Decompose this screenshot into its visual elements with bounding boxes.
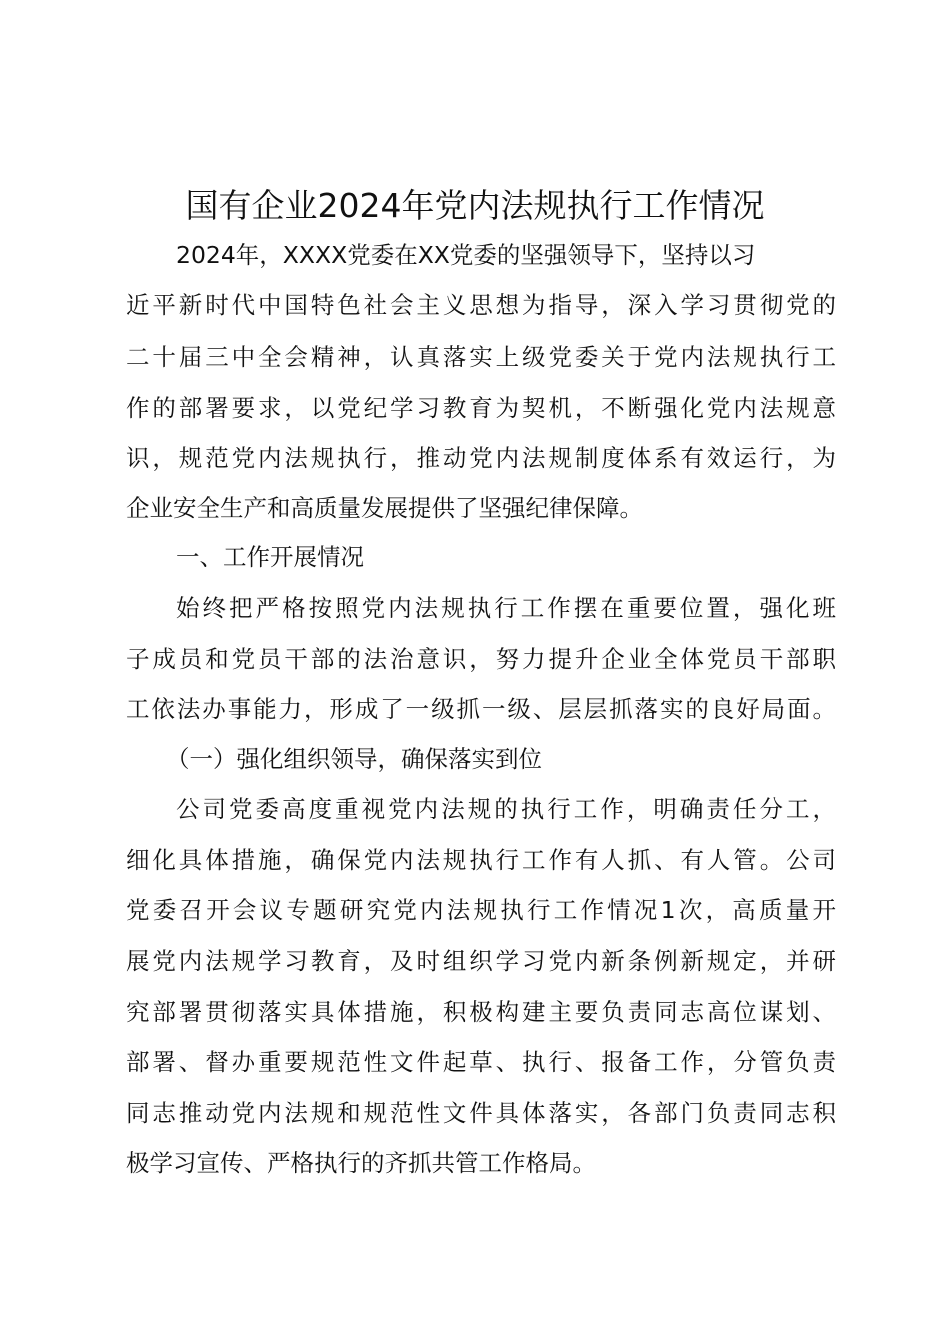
paragraph-line: 展党内法规学习教育，及时组织学习党内新条例新规定，并研	[126, 947, 836, 975]
paragraph-line: 究部署贯彻落实具体措施，积极构建主要负责同志高位谋划、	[126, 998, 836, 1026]
paragraph-line: 始终把严格按照党内法规执行工作摆在重要位置，强化班	[176, 594, 836, 622]
document-title: 国有企业2024年党内法规执行工作情况	[185, 186, 765, 225]
paragraph-line: 二十届三中全会精神，认真落实上级党委关于党内法规执行工	[126, 343, 836, 371]
subsection-heading: （一）强化组织领导，确保落实到位	[166, 745, 542, 773]
paragraph-line: 作的部署要求，以党纪学习教育为契机，不断强化党内法规意	[126, 394, 836, 422]
paragraph-line: 细化具体措施，确保党内法规执行工作有人抓、有人管。公司	[126, 846, 836, 874]
paragraph-line: 部署、督办重要规范性文件起草、执行、报备工作，分管负责	[126, 1048, 836, 1076]
paragraph-line: 2024年，XXXX党委在XX党委的坚强领导下，坚持以习	[176, 241, 756, 269]
paragraph-line: 同志推动党内法规和规范性文件具体落实，各部门负责同志积	[126, 1099, 836, 1127]
paragraph-line: 企业安全生产和高质量发展提供了坚强纪律保障。	[126, 494, 643, 522]
paragraph-line: 党委召开会议专题研究党内法规执行工作情况1次，高质量开	[126, 896, 836, 924]
paragraph-line: 子成员和党员干部的法治意识，努力提升企业全体党员干部职	[126, 645, 836, 673]
paragraph-line: 极学习宣传、严格执行的齐抓共管工作格局。	[126, 1149, 596, 1177]
paragraph-line: 工依法办事能力，形成了一级抓一级、层层抓落实的良好局面。	[126, 695, 836, 723]
paragraph-line: 近平新时代中国特色社会主义思想为指导，深入学习贯彻党的	[126, 291, 836, 319]
paragraph-line: 公司党委高度重视党内法规的执行工作，明确责任分工，	[176, 795, 836, 823]
paragraph-line: 识，规范党内法规执行，推动党内法规制度体系有效运行，为	[126, 444, 836, 472]
section-heading: 一、工作开展情况	[176, 543, 364, 571]
